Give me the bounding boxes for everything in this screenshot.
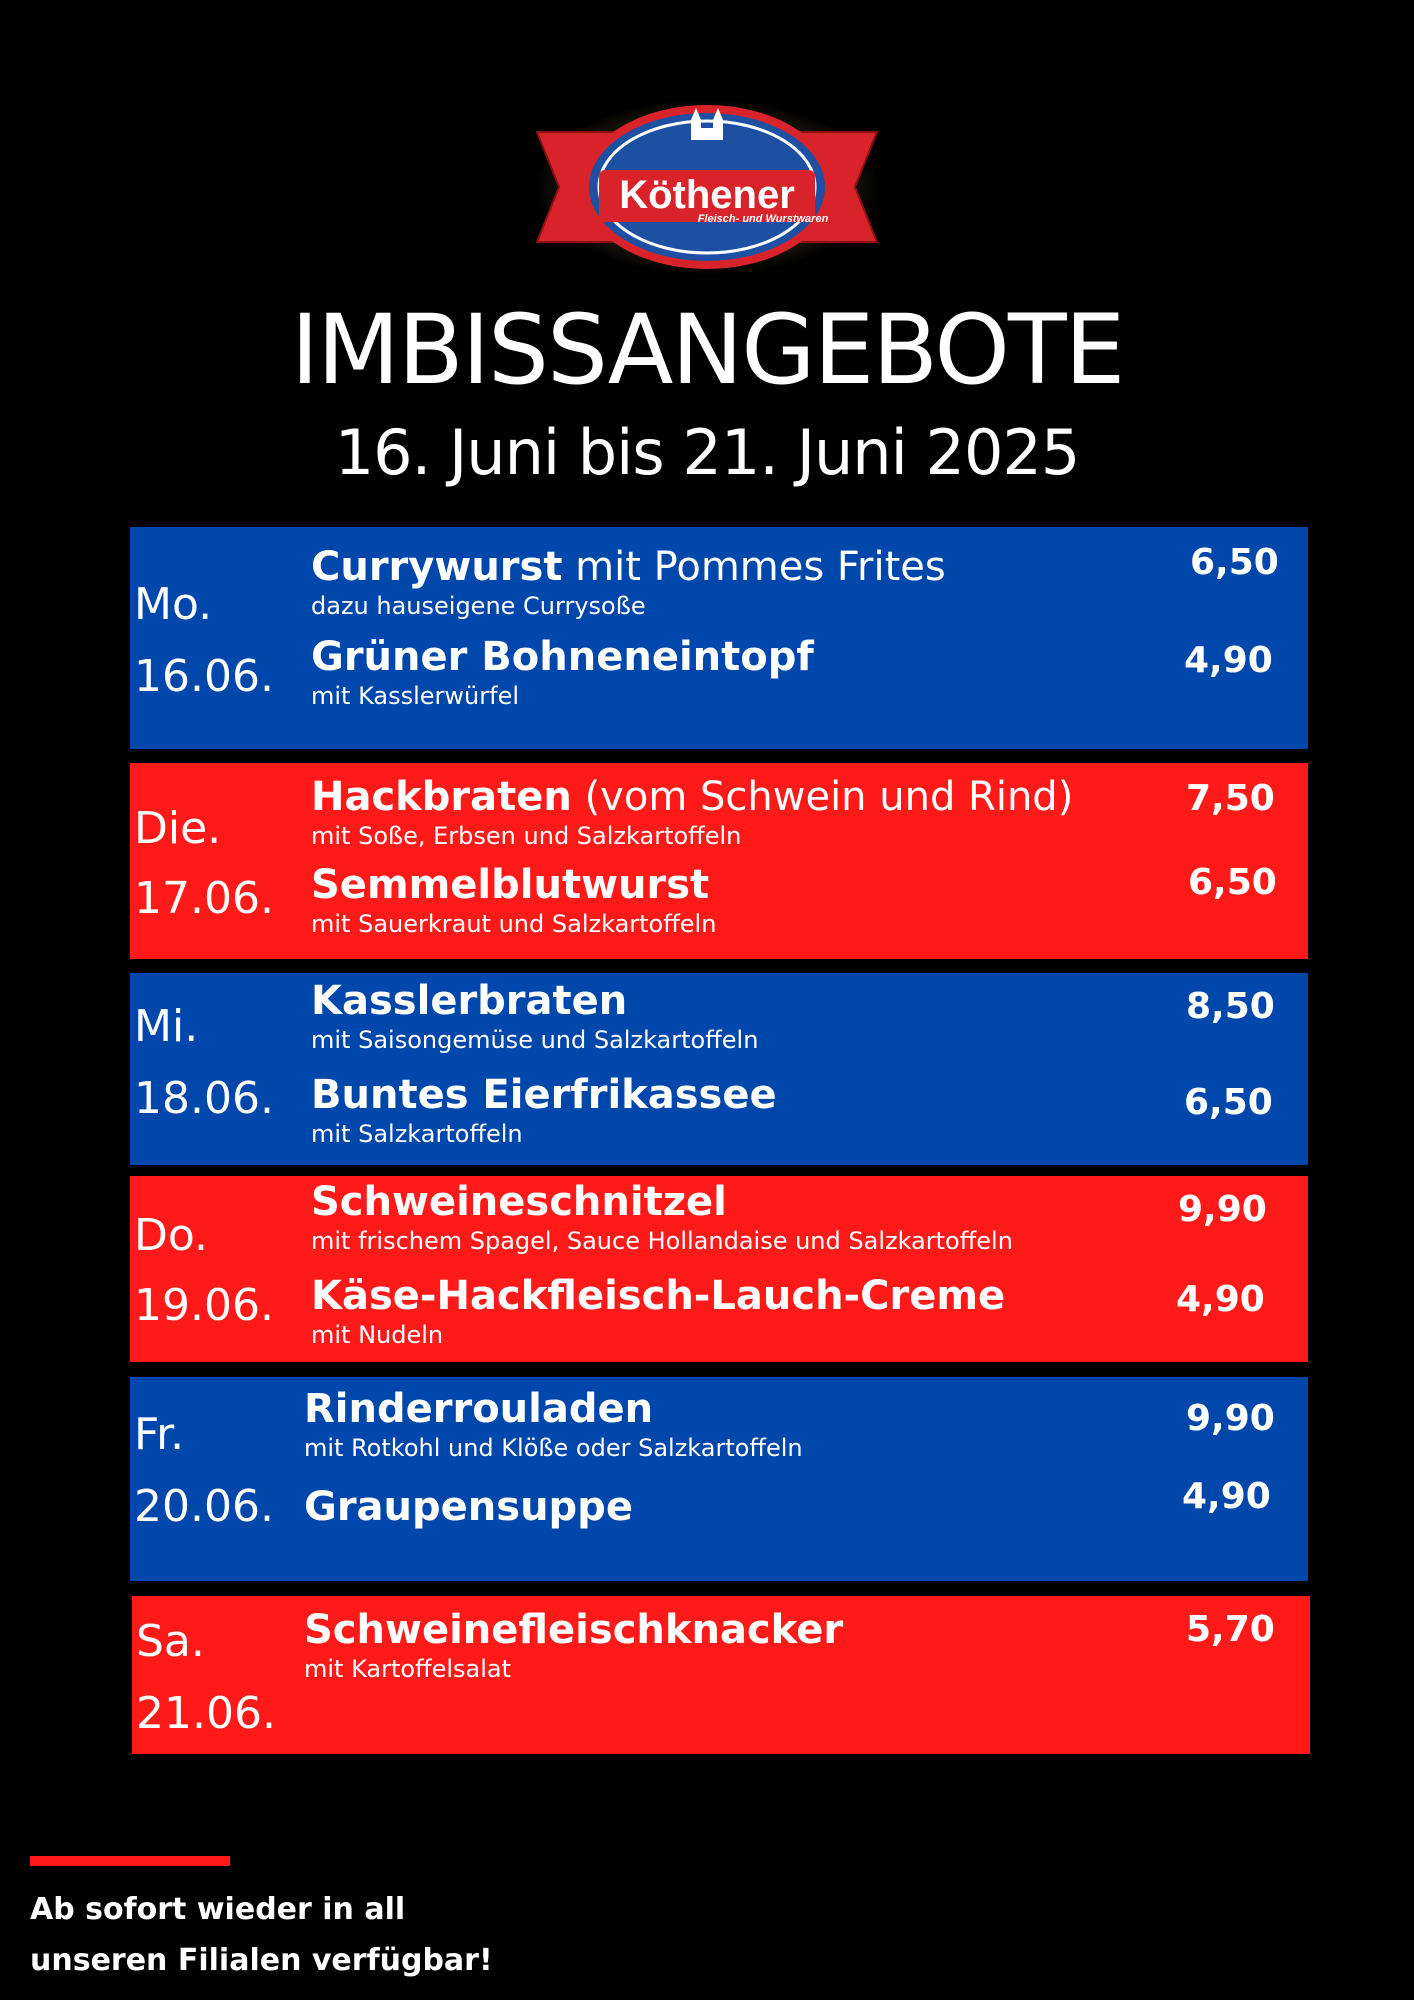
dish-name: Rinderrouladen <box>304 1386 654 1432</box>
logo-brand-text: Köthener <box>619 173 795 217</box>
logo-tagline-text: Fleisch- und Wurstwaren <box>697 213 829 225</box>
dish-name: Kasslerbraten <box>311 978 628 1024</box>
dish-description: mit Nudeln <box>311 1321 444 1349</box>
day-date: 17.06. <box>134 873 274 924</box>
dish-price: 4,90 <box>1182 1476 1271 1517</box>
day-date: 21.06. <box>136 1688 276 1739</box>
dish-name: Käse-Hackfleisch-Lauch-Creme <box>311 1273 1006 1319</box>
day-date: 20.06. <box>134 1481 274 1532</box>
dish <box>311 1071 777 1149</box>
menu-day-tuesday <box>130 763 1308 959</box>
dish-price: 8,50 <box>1186 986 1275 1027</box>
page-title: IMBISSANGEBOTE <box>290 294 1124 406</box>
dish-description: mit Saisongemüse und Salzkartoffeln <box>311 1026 759 1054</box>
dish-description: dazu hauseigene Currysoße <box>311 592 646 620</box>
dish <box>304 1606 843 1684</box>
dish <box>304 1385 803 1463</box>
dish-name: Buntes Eierfrikassee <box>311 1072 777 1118</box>
dish-price: 4,90 <box>1184 640 1273 681</box>
dish-price: 4,90 <box>1176 1279 1265 1320</box>
dish-description: mit Rotkohl und Klöße oder Salzkartoffeln <box>304 1434 803 1462</box>
dish <box>311 861 716 939</box>
day-date: 16.06. <box>134 651 274 702</box>
menu-day-wednesday <box>130 973 1308 1165</box>
day-name: Fr. <box>134 1409 185 1460</box>
dish-description: mit Kasslerwürfel <box>311 682 520 710</box>
dish-description: mit Sauerkraut und Salzkartoffeln <box>311 910 717 938</box>
footer-line-2: unseren Filialen verfügbar! <box>30 1943 493 1978</box>
menu-day-friday <box>130 1377 1308 1581</box>
dish <box>311 773 1073 851</box>
dish <box>311 1178 1013 1256</box>
dish-description: mit frischem Spagel, Sauce Hollandaise und Salzkartoffeln <box>311 1227 1013 1255</box>
dish <box>311 633 814 711</box>
dish <box>311 543 946 621</box>
dish-extra: mit Pommes Frites <box>562 544 946 590</box>
dish-name: Schweineschnitzel <box>311 1179 727 1225</box>
dish-price: 6,50 <box>1190 542 1279 583</box>
day-name: Sa. <box>136 1616 205 1667</box>
dish-name: Schweinefleischknacker <box>304 1607 844 1653</box>
day-name: Do. <box>134 1210 209 1261</box>
menu-day-monday <box>130 527 1308 749</box>
menu-day-saturday <box>132 1596 1310 1754</box>
dish <box>311 1272 1005 1350</box>
dish-name: Hackbraten <box>311 774 572 820</box>
dish-price: 7,50 <box>1186 778 1275 819</box>
dish-name: Grüner Bohneneintopf <box>311 634 814 680</box>
dish-description: mit Kartoffelsalat <box>304 1655 512 1683</box>
day-name: Mi. <box>134 1001 199 1052</box>
dish <box>304 1483 633 1531</box>
date-range: 16. Juni bis 21. Juni 2025 <box>334 416 1080 489</box>
dish-description: mit Soße, Erbsen und Salzkartoffeln <box>311 822 742 850</box>
dish-price: 9,90 <box>1178 1189 1267 1230</box>
footer-line-1: Ab sofort wieder in all <box>30 1892 406 1927</box>
dish-name: Graupensuppe <box>304 1484 633 1530</box>
dish-description: mit Salzkartoffeln <box>311 1120 523 1148</box>
dish-price: 6,50 <box>1184 1082 1273 1123</box>
dish-name: Currywurst <box>311 544 563 590</box>
koethener-logo <box>533 98 881 276</box>
day-date: 18.06. <box>134 1073 274 1124</box>
dish-extra: (vom Schwein und Rind) <box>571 774 1074 820</box>
dish-name: Semmelblutwurst <box>311 862 710 908</box>
dish-price: 6,50 <box>1188 862 1277 903</box>
footer-note <box>30 1884 493 1986</box>
dish <box>311 977 758 1055</box>
dish-price: 9,90 <box>1186 1398 1275 1439</box>
footer-accent-bar <box>30 1856 230 1866</box>
day-name: Die. <box>134 803 222 854</box>
menu-day-thursday <box>130 1176 1308 1362</box>
day-date: 19.06. <box>134 1280 274 1331</box>
dish-price: 5,70 <box>1186 1609 1275 1650</box>
day-name: Mo. <box>134 579 213 630</box>
